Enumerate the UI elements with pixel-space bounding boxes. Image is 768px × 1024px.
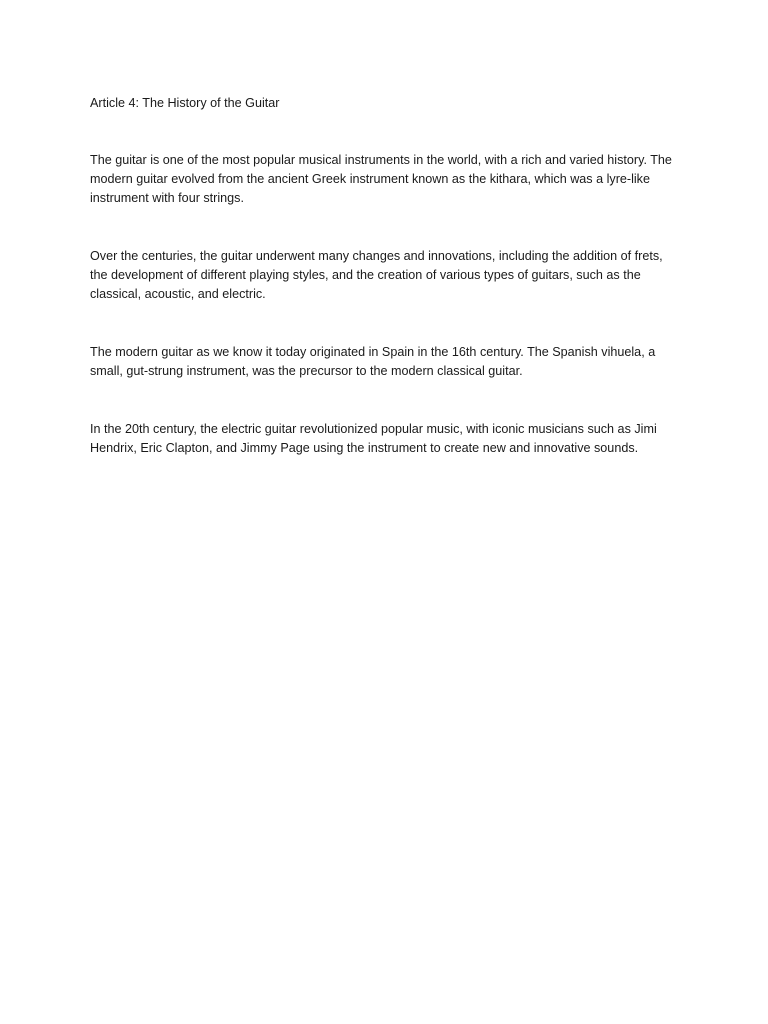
document-body bbox=[90, 94, 680, 497]
paragraph-electric-guitar: In the 20th century, the electric guitar revolutionized popular music, with iconic musicians such as Jimi Hendrix, Eric Clapton, and Jimmy Page using the instrument to create new and innovative sounds. bbox=[90, 422, 657, 455]
paragraph-spain-origin: The modern guitar as we know it today originated in Spain in the 16th century. The Spanish vihuela, a small, gut-strung instrument, was the precursor to the modern classical guitar. bbox=[90, 345, 656, 378]
article-title: Article 4: The History of the Guitar bbox=[90, 96, 280, 110]
paragraph-intro: The guitar is one of the most popular musical instruments in the world, with a rich and varied history. The modern guitar evolved from the ancient Greek instrument known as the kithara, which was a lyre-like instrument with four strings. bbox=[90, 153, 672, 205]
paragraph-evolution: Over the centuries, the guitar underwent many changes and innovations, including the addition of frets, the development of different playing styles, and the creation of various types of guitars, such as the classical, acoustic, and electric. bbox=[90, 249, 663, 301]
